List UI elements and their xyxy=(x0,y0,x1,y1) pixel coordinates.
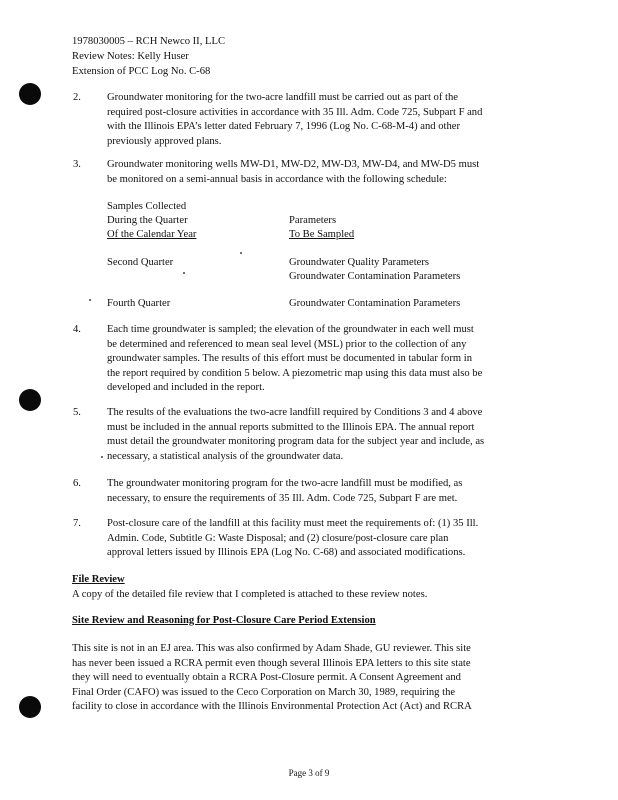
item-number: 2. xyxy=(73,92,81,103)
header-case-line: 1978030005 – RCH Newco II, LLC xyxy=(72,36,226,47)
schedule-header-right: Parameters xyxy=(289,215,337,226)
item-text xyxy=(107,406,515,464)
schedule-quarter: Fourth Quarter xyxy=(107,298,171,309)
item-line: must be included in the annual reports submitted to the Illinois EPA. The annual report xyxy=(107,421,475,433)
schedule-parameter: Groundwater Quality Parameters xyxy=(289,257,430,268)
punch-hole-bottom xyxy=(19,696,41,718)
item-line: Admin. Code, Subtitle G: Waste Disposal; and (2) closure/post-closure care plan xyxy=(107,532,449,544)
page-number: Page 3 of 9 xyxy=(288,768,330,778)
schedule-parameter: Groundwater Contamination Parameters xyxy=(289,271,461,282)
item-line: previously approved plans. xyxy=(107,135,222,147)
item-line: the report required by condition 5 below. A piezometric map using this data must also be xyxy=(107,367,483,379)
item-number: 5. xyxy=(73,407,81,418)
item-line: with the Illinois EPA’s letter dated February 7, 1996 (Log No. C-68-M-4) and other xyxy=(107,121,460,133)
section-line: has never been issued a RCRA permit even though several Illinois EPA letters to this site state xyxy=(72,657,471,669)
item-line: approval letters issued by Illinois EPA (Log No. C-68) and associated modifications. xyxy=(107,547,466,559)
item-number: 3. xyxy=(73,159,81,170)
item-line: Groundwater monitoring for the two-acre landfill must be carried out as part of the xyxy=(107,92,458,103)
item-line: be monitored on a semi-annual basis in accordance with the following schedule: xyxy=(107,173,447,185)
punch-hole-top xyxy=(19,83,41,105)
schedule-header-left: During the Quarter xyxy=(107,215,188,226)
item-text xyxy=(107,323,515,396)
section-line: facility to close in accordance with the Illinois Environmental Protection Act (Act) and RCRA xyxy=(72,701,472,713)
item-line: The results of the evaluations the two-acre landfill required by Conditions 3 and 4 above xyxy=(107,407,483,418)
item-line: must detail the groundwater monitoring program data for the subject year and include, as xyxy=(107,436,485,448)
punch-hole-middle xyxy=(19,389,41,411)
item-line: necessary, to ensure the requirements of 35 Ill. Adm. Code 725, Subpart F are met. xyxy=(107,492,458,504)
item-line: The groundwater monitoring program for the two-acre landfill must be modified, as xyxy=(107,478,463,489)
section-text xyxy=(72,642,532,715)
schedule-header-right: To Be Sampled xyxy=(289,229,355,240)
item-line: necessary, a statistical analysis of the groundwater data. xyxy=(107,450,344,462)
item-line: be determined and referenced to mean seal level (MSL) prior to the collection of any xyxy=(107,338,467,350)
section-line: This site is not in an EJ area. This was also confirmed by Adam Shade, GU reviewer. This site xyxy=(72,643,471,654)
item-text xyxy=(107,158,515,187)
item-number: 6. xyxy=(73,478,81,489)
scan-speck xyxy=(89,299,91,301)
item-line: Groundwater monitoring wells MW-D1, MW-D2, MW-D3, MW-D4, and MW-D5 must xyxy=(107,159,480,170)
item-text xyxy=(107,91,515,149)
schedule-header-left: Of the Calendar Year xyxy=(107,229,197,240)
item-line: groundwater samples. The results of this effort must be documented in tabular form in xyxy=(107,353,473,365)
scan-speck xyxy=(240,252,242,254)
section-heading: File Review xyxy=(72,574,125,585)
item-text xyxy=(107,477,515,506)
schedule-quarter: Second Quarter xyxy=(107,257,174,268)
section-heading: Site Review and Reasoning for Post-Closure Care Period Extension xyxy=(72,615,376,626)
item-number: 4. xyxy=(73,324,81,335)
item-line: developed and included in the report. xyxy=(107,382,265,394)
item-line: required post-closure activities in accordance with 35 Ill. Adm. Code 725, Subpart F and xyxy=(107,106,483,118)
item-line: Post-closure care of the landfill at this facility must meet the requirements of: (1) 35 Ill. xyxy=(107,518,479,529)
scan-speck xyxy=(101,456,103,458)
scan-speck xyxy=(183,272,185,274)
item-text xyxy=(107,517,515,561)
section-line: Final Order (CAFO) was issued to the Ceco Corporation on March 30, 1989, requiring the xyxy=(72,686,456,698)
item-line: Each time groundwater is sampled; the elevation of the groundwater in each well must xyxy=(107,324,474,335)
item-number: 7. xyxy=(73,518,81,529)
section-text: A copy of the detailed file review that I completed is attached to these review notes. xyxy=(72,589,428,600)
schedule-header-left: Samples Collected xyxy=(107,201,187,212)
header-reviewer-line: Review Notes: Kelly Huser xyxy=(72,51,189,62)
schedule-parameter: Groundwater Contamination Parameters xyxy=(289,298,461,309)
header-log-line: Extension of PCC Log No. C-68 xyxy=(72,66,211,77)
section-line: they will need to eventually obtain a RCRA Post-Closure permit. A Consent Agreement and xyxy=(72,672,461,684)
